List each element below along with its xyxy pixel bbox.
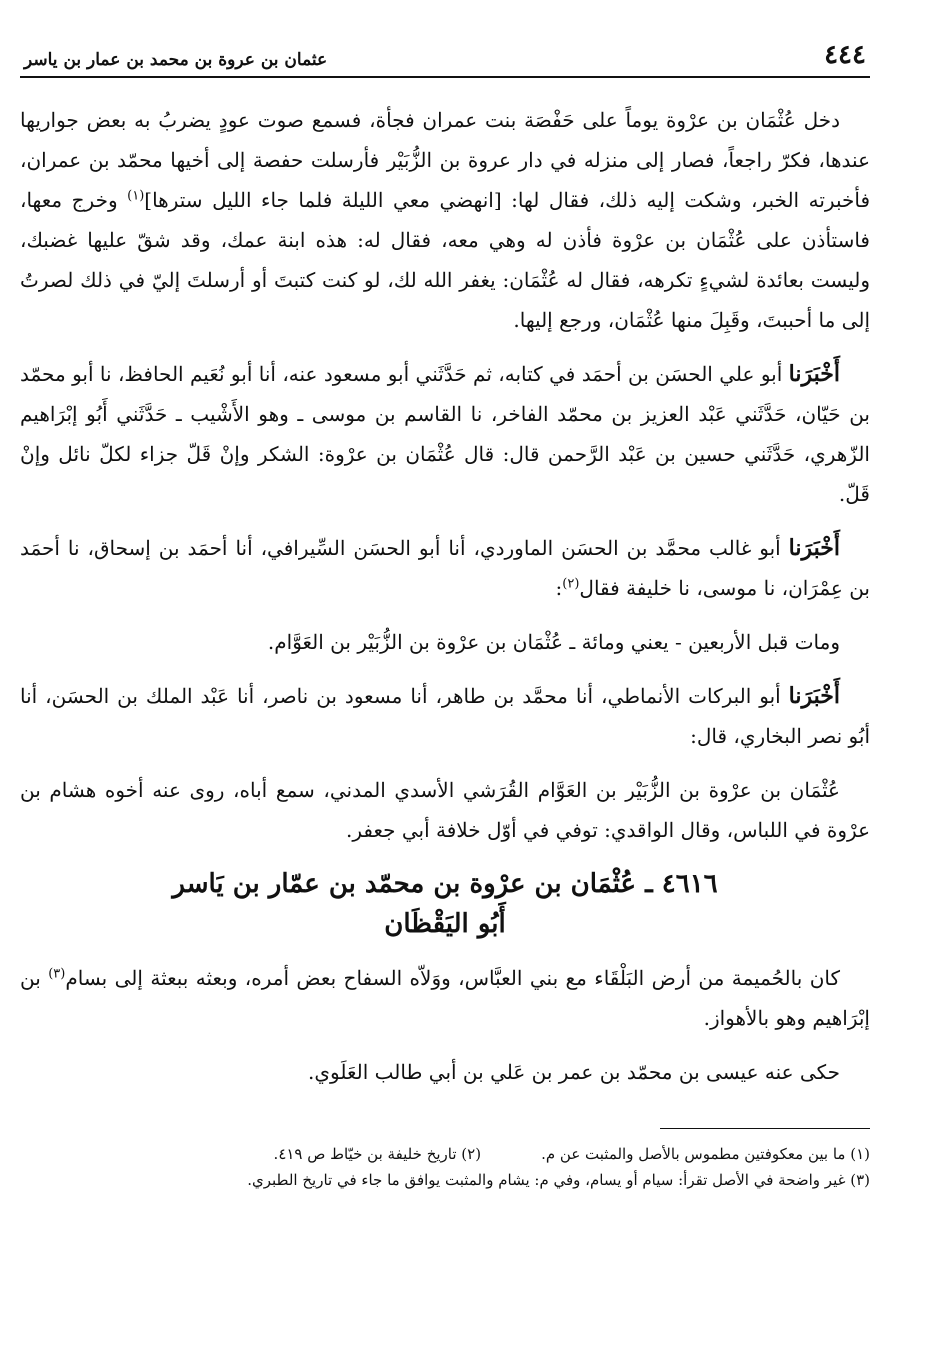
footnote-ref-2: (٢)	[562, 576, 580, 592]
footnote-1: (١) ما بين معكوفتين مطموس بالأصل والمثبت عن م.	[541, 1145, 870, 1163]
paragraph-4: ومات قبل الأربعين - يعني ومائة ـ عُثْمَان بن عرْوة بن الزُّبَيْر بن العَوَّام.	[267, 630, 840, 654]
paragraph-1-continued: وخرج معها، فاستأذن على عُثْمَان بن عرْوة فأذن له وهي معه، فقال له: هذه ابنة عمك، وقد شقّ عليها غضبك، وليست بعائدة لشيءٍ تكرهه، فقال له عُثْمَان: يغفر الله لك، لو كنت كتبتَ أو أرسلتَ إليّ في ذلك لصرتُ إلى ما أحببتَ، وقَبِلَ منها عُثْمَان، ورجع إليها.	[20, 188, 871, 332]
paragraph-8: حكى عنه عيسى بن محمّد بن عمر بن عَلي بن أبي طالب العَلَوي.	[308, 1060, 840, 1084]
footnote-ref-1: (١)	[127, 188, 145, 204]
footnote-divider	[660, 1128, 870, 1129]
paragraph-3-end: :	[555, 576, 563, 600]
chain-lead-word: أَخْبَرَنا	[788, 535, 840, 561]
entry-title-line-2: أَبُو اليَقْظَان	[384, 909, 506, 939]
paragraph-6: عُثْمَان بن عرْوة بن الزُّبَيْر بن العَوَّام القُرَشي الأسدي المدني، سمع أباه، روى عنه أخوه هشام بن عرْوة في اللباس، وقال الواقدي: توفي في أوّل خلافة أبي جعفر.	[20, 778, 870, 842]
footnote-2: (٢) تاريخ خليفة بن خيّاط ص ٤١٩.	[273, 1145, 482, 1163]
page-number: ٤٤٤	[824, 40, 866, 70]
paragraph-7-text: كان بالحُميمة من أرض البَلْقَاء مع بني العبَّاس، ووَلاّه السفاح بعض أمره، وبعثه ببعثة إلى بسام	[65, 966, 840, 990]
paragraph-2-text: أبو علي الحسَن بن أحمَد في كتابه، ثم حَدَّثَني أبو مسعود عنه، أنا أبو نُعَيم الحافظ، نا أبو محمّد بن حَيّان، حَدَّثَني عَبْد العزيز بن محمّد الفاخر، نا القاسم بن موسى ـ وهو الأَشْيب ـ حَدَّثَني أَبُو إبْرَاهيم الزّهري، حَدَّثَني حسين بن عَبْد الرَّحمن قال: قال عُثْمَان بن عرْوة: الشكر وإنْ قَلّ جزاء لكلّ نائل وإنْ قَلّ.	[20, 362, 870, 506]
paragraph-3	[20, 528, 870, 608]
paragraph-1-text: دخل عُثْمَان بن عرْوة يوماً على حَفْصَة بنت عمران فجأة، فسمع صوت عودٍ يضربُ به بعض جواريها عندها، فكرّ راجعاً، فصار إلى منزله في دار عروة بن الزُّبَيْر فأرسلت حفصة إلى أخيها محمّد بن عمران، فأخبرته الخبر، وشكت إليه ذلك، فقال لها: [انهضي معي الليلة فلما جاء الليل سترها]	[20, 108, 871, 212]
paragraph-5	[20, 676, 870, 756]
book-page	[20, 40, 870, 1193]
paragraph-2	[20, 354, 870, 514]
chain-lead-word: أَخْبَرَنا	[788, 683, 840, 709]
paragraph-5-text: أبو البركات الأنماطي، أنا محمَّد بن طاهر، أنا مسعود بن ناصر، أنا عَبْد الملك بن الحسَن، أنا أبُو نصر البخاري، قال:	[20, 684, 870, 748]
chain-lead-word: أَخْبَرَنا	[788, 361, 840, 387]
page-header	[20, 40, 870, 78]
paragraph-7	[20, 958, 870, 1038]
entry-title	[20, 864, 870, 944]
body-text	[20, 100, 870, 1092]
footnote-row-1	[20, 1141, 870, 1167]
paragraph-3-text: أبو غالب محمَّد بن الحسَن الماوردي، أنا أبو الحسَن السِّيرافي، أنا أحمَد بن إسحاق، نا أحمَد بن عِمْرَان، نا موسى، نا خليفة فقال	[20, 536, 870, 600]
running-title: عثمان بن عروة بن محمد بن عمار بن ياسر	[24, 50, 328, 70]
footnote-3: (٣) غير واضحة في الأصل تقرأ: سيام أو يسام، وفي م: يشام والمثبت يوافق ما جاء في تاريخ الطبري.	[247, 1171, 870, 1189]
footnote-ref-3: (٣)	[48, 966, 66, 982]
entry-title-line-1: ٤٦١٦ ـ عُثْمَان بن عرْوة بن محمّد بن عمّار بن يَاسر	[172, 869, 718, 899]
paragraph-1	[20, 100, 870, 340]
paragraph-7-continued: بن إبْرَاهيم وهو بالأهواز.	[20, 966, 870, 1030]
footnote-row-2	[20, 1167, 870, 1193]
footnotes	[20, 1141, 870, 1193]
